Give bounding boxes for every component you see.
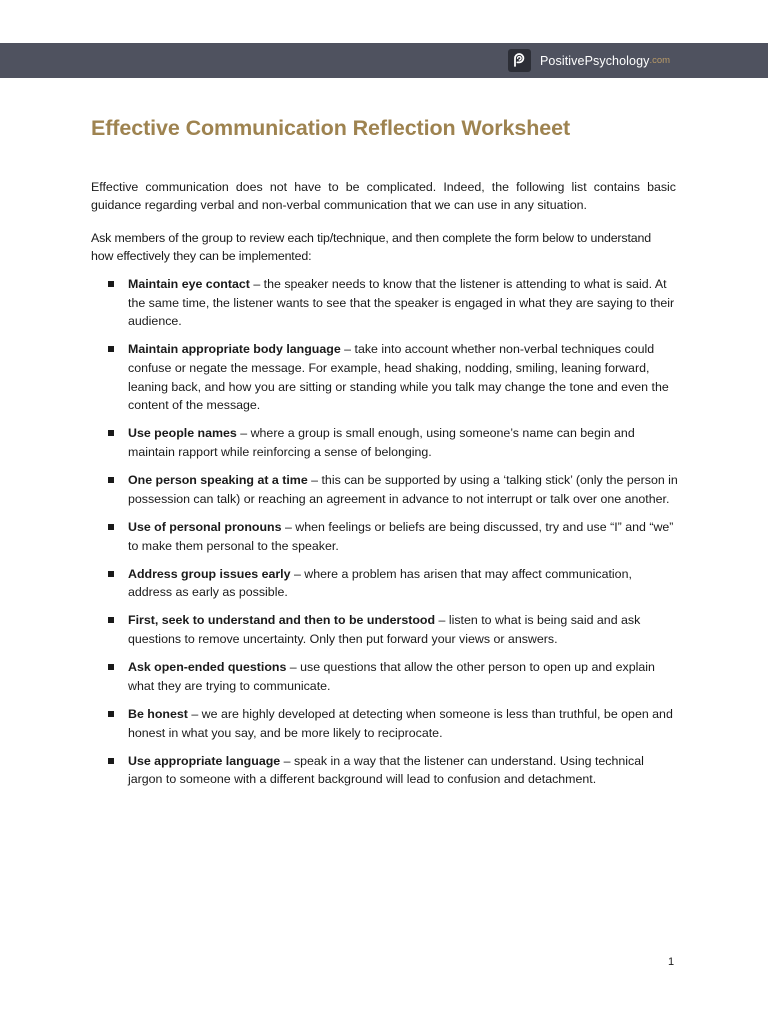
list-item [108, 340, 678, 414]
list-item [108, 565, 678, 602]
tip-text: – use questions that allow the other person to open up and explain what they are trying to communicate. [128, 660, 655, 693]
intro-paragraph-2: Ask members of the group to review each tip/technique, and then complete the form below to understand how effectively they can be implemented: [91, 231, 651, 264]
list-item [108, 752, 678, 789]
square-bullet-icon [108, 281, 114, 287]
tip-title: Maintain eye contact [128, 277, 250, 291]
list-item [108, 658, 678, 695]
tip-text: – we are highly developed at detecting when someone is less than truthful, be open and honest in what you say, and be more likely to reciprocate. [128, 707, 673, 740]
square-bullet-icon [108, 664, 114, 670]
square-bullet-icon [108, 617, 114, 623]
tip-title: First, seek to understand and then to be understood [128, 613, 436, 628]
brand-tld: .com [649, 55, 671, 66]
header-bar [0, 43, 768, 78]
list-item [108, 611, 678, 648]
tip-text: – speak in a way that the listener can understand. Using technical jargon to someone with a different background will lead to confusion and detachment. [128, 753, 644, 787]
list-item [108, 705, 678, 742]
tip-title: Use appropriate language [128, 753, 281, 768]
tip-text: – this can be supported by using a ‘talking stick’ (only the person in possession can talk) or reaching an agreement in advance to not interrupt or talk over one another. [128, 473, 678, 506]
page-title: Effective Communication Reflection Worksheet [91, 116, 571, 140]
tip-title: Use people names [128, 426, 237, 441]
square-bullet-icon [108, 571, 114, 577]
positive-psychology-logo-icon [508, 49, 531, 72]
tip-text: – the speaker needs to know that the listener is attending to what is said. At the same time, the listener wants to see that the speaker is engaged in what they are saying to their audience. [128, 277, 675, 329]
square-bullet-icon [108, 430, 114, 436]
tip-text: – listen to what is being said and ask questions to remove uncertainty. Only then put forward your views or answers. [128, 613, 641, 647]
tip-text: – when feelings or beliefs are being discussed, try and use “I” and “we” to make them personal to the speaker. [128, 519, 674, 553]
brand-name: PositivePsychology [540, 53, 650, 68]
square-bullet-icon [108, 524, 114, 530]
tip-title: Use of personal pronouns [128, 519, 282, 534]
page-number: 1 [668, 956, 675, 968]
tip-text: – take into account whether non-verbal techniques could confuse or negate the message. For example, head shaking, nodding, smiling, leaning forward, leaning back, and how you are sitting or standing while you talk may change the tone and even the content of the message. [128, 342, 669, 413]
brand[interactable] [508, 49, 670, 72]
square-bullet-icon [108, 477, 114, 483]
square-bullet-icon [108, 758, 114, 764]
square-bullet-icon [108, 711, 114, 717]
tip-title: Address group issues early [128, 566, 291, 581]
list-item [108, 275, 678, 331]
tip-text: – where a group is small enough, using someone’s name can begin and maintain rapport while reinforcing a sense of belonging. [128, 426, 635, 459]
square-bullet-icon [108, 346, 114, 352]
tip-title: Ask open-ended questions [128, 660, 287, 675]
tip-title: Maintain appropriate body language [128, 342, 341, 357]
tip-title: One person speaking at a time [128, 473, 308, 488]
list-item [108, 471, 678, 508]
tips-list [108, 275, 678, 799]
intro-paragraph-1: Effective communication does not have to be complicated. Indeed, the following list contains basic guidance regarding verbal and non-verbal communication that we can use in any situation. [91, 180, 676, 213]
tip-text: – where a problem has arisen that may affect communication, address as early as possible. [128, 566, 632, 600]
list-item [108, 424, 678, 461]
tip-title: Be honest [128, 707, 188, 722]
list-item [108, 518, 678, 555]
